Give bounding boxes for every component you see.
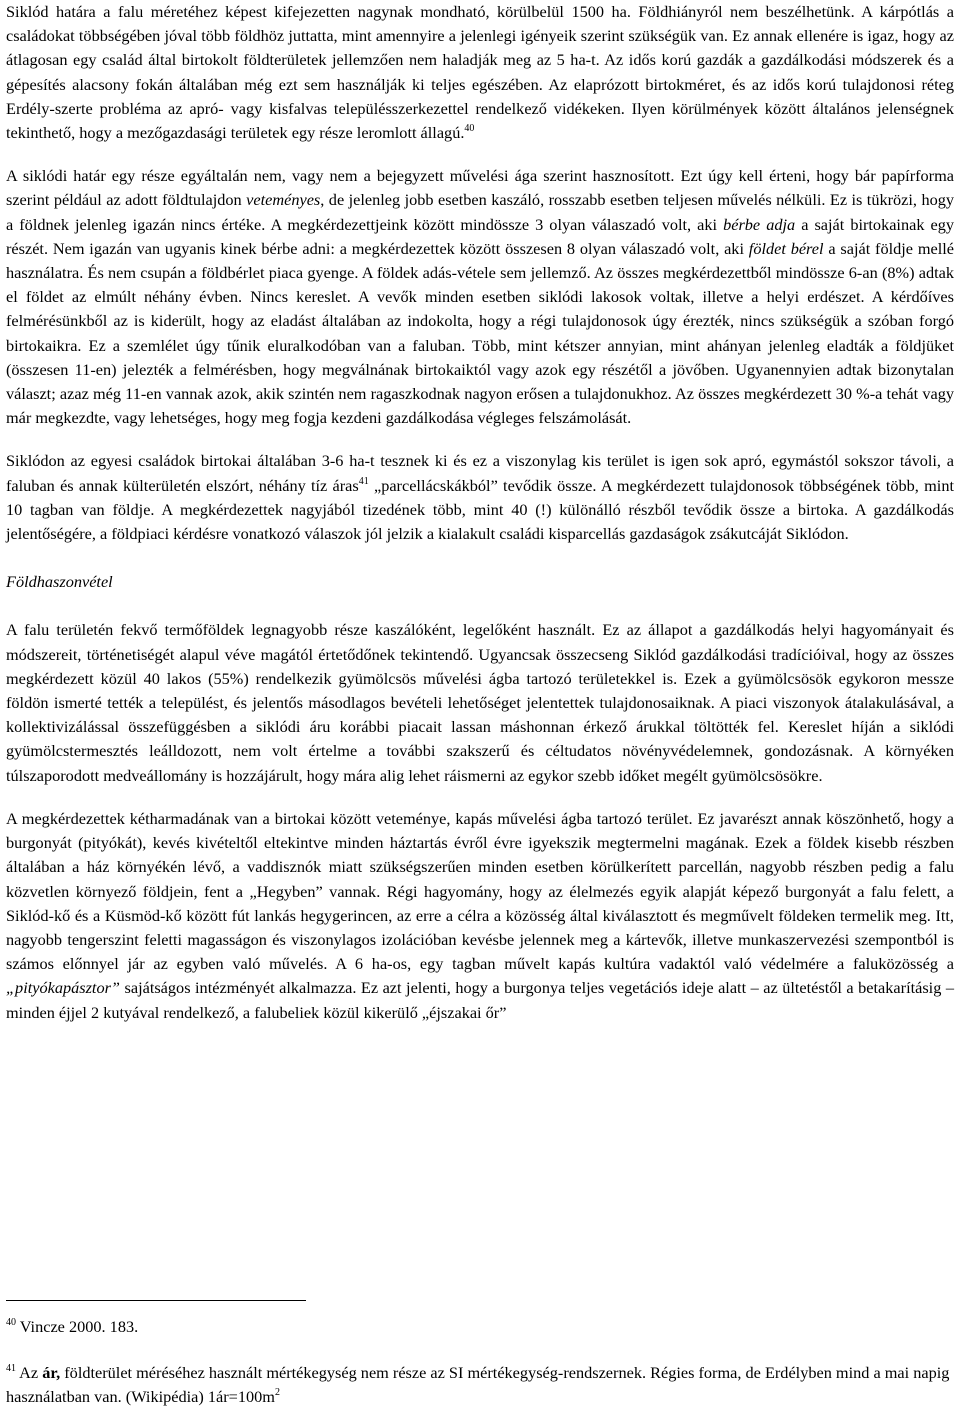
paragraph-text: sajátságos intézményét alkalmazza. Ez azt jelenti, hogy a burgonya teljes vegetációs ideje alatt – az ültetéstől a betakarításig – minden éjjel 2 kutyával rendelkező, a falubeliek közül kikerülő „éjszakai őr” <box>6 978 954 1022</box>
paragraph-text: Siklódon az egyesi családok birtokai általában 3-6 ha-t tesznek ki és ez a viszonylag kis terület is igen sok apró, egymástól sokszor távoli, a faluban és annak külterületén elszórt, néhány tíz áras <box>6 451 954 495</box>
paragraph-text: a saját földje mellé használatra. És nem csupán a földbérlet piaca gyenge. A földek adás-vétele sem jellemző. Az összes megkérdezettből mindössze 6-an (8%) adtak el földet az elmúlt néhány évben. Nincs kereslet. A vevők minden esetben siklódi lakosok voltak, illetve a helyi erdészet. A kérdőíves felmérésünkből az is kiderült, hogy az eladást általában az indokolta, hogy a régi tulajdonosok úgy érezték, nincs szükségük a szóban forgó birtokaikra. Ez a szemlélet úgy tűnik eluralkodóban van a faluban. Több, mint kétszer annyian, mint ahányan jelenleg eladták a földjüket (összesen 11-en) jelezték a felmérésben, hogy megválnának birtokaiktól vagy azok egy részétől a jövőben. Ugyanennyien adtak bizonytalan választ; azaz még 11-en vannak azok, akik szintén nem ragaszkodnak nagyon erősen a tulajdonukhoz. Az összes megkérdezett 30 %-a tehát vagy már megkezdte, vagy lehetséges, hogy meg fogja kezdeni gazdálkodása végleges felszámolását. <box>6 238 955 428</box>
paragraph-orchards: A falu területén fekvő termőföldek legnagyobb része kaszálóként, legelőként használt. Ez az állapot a gazdálkodás helyi hagyományait és módszereit, történetiségét alapul véve magától értetődőnek tekintendő. Ugyancsak összecseng Siklód gazdálkodási tradícióival, hogy az összes megkérdezett közül 40 lakos (55%) rendelkezik gyümölcsös művelési ágba tartozó területekkel is. Ezek a gyümölcsösök egykoron messze földön ismerté tették a települést, és jelentős másodlagos bevételi lehetőséget jelentettek tulajdonosaiknak. A piaci viszonyok átalakulásával, a kollektivizálással összefüggésben a siklódi áru korábbi piacait lassan máshonnan érkező árukkal töltötték fel. Kereslet híján a siklódi gyümölcstermesztés leálldozott, nem volt értelme a további szakszerű és céltudatos növényvédelemnek, gondozásnak. A környéken túlszaporodott medveállomány is hozzájárult, hogy mára alig lehet ráismerni az egykor szebb időket megélt gyümölcsösökre. <box>6 620 954 785</box>
footnote-40 <box>6 1315 954 1339</box>
footnote-text: Az <box>16 1363 43 1382</box>
footnote-41 <box>6 1361 954 1409</box>
emphasis-pityokapasztor: „pityókapásztor” <box>6 978 120 998</box>
paragraph-text: , de jelenleg jobb esetben kaszáló, rosszabb esetben teljesen művelés nélküli. Ez is tükrözi, hogy a földnek jelenleg igazán nincs értéke. A megkérdezettjeink között mindössze 3 olyan válaszadó volt, aki <box>6 190 955 234</box>
paragraph-potatoes <box>6 807 954 1025</box>
footnote-text: földterület méréséhez használt mértékegység nem része az SI mértékegység-rendszernek. Régies forma, de Erdélyben mind a mai napig használatban van. (Wikipédia) 1ár=100m <box>6 1363 950 1406</box>
paragraph-text: Siklód határa a falu méretéhez képest kifejezetten nagynak mondható, körülbelül 1500 ha. Földhiányról nem beszélhetünk. A kárpótlás a családokat többségében jóval több földhöz juttatta, mint amennyire a jelenlegi igényeik szerint szükségük van. Ez annak ellenére is igaz, hogy az átlagosan egy család által birtokolt földterületek jellemzően nem haladják meg az 5 ha-t. Az idős korú gazdák a gazdálkodási módszerek és a gépesítés alacsony fokán általában még ezt sem használják ki teljes egészében. Az elaprózott birtokméret, és az idős korú tulajdonosi réteg Erdély-szerte probléma az apró- vagy kisfalvas településszerkezettel rendelkező vidékeken. Ilyen körülmények között általános jelenségnek tekinthető, hogy a mezőgazdasági területek egy része leromlott állagú. <box>6 2 954 143</box>
emphasis-foldet-berel: földet bérel <box>748 238 824 258</box>
paragraph-land-use <box>6 164 954 430</box>
footnote-text: Vincze 2000. 183. <box>16 1317 139 1336</box>
footnote-ref-41[interactable]: 41 <box>358 475 369 487</box>
footnote-number: 40 <box>6 1317 16 1328</box>
paragraph-plot-size <box>6 449 954 546</box>
footnotes-section <box>6 1300 954 1409</box>
paragraph-land-size <box>6 0 954 145</box>
superscript-two: 2 <box>274 1387 280 1398</box>
paragraph-text: a saját birtokainak egy részét. Nem igazán van ugyanis kinek bérbe adni: a megkérdezettek között összesen 8 olyan válaszadó volt, aki <box>6 214 955 258</box>
footnote-bold-term: ár, <box>42 1363 61 1382</box>
footnote-number: 41 <box>6 1363 16 1374</box>
footnote-divider <box>6 1300 306 1301</box>
footnote-ref-40[interactable]: 40 <box>464 123 475 135</box>
section-heading: Földhaszonvétel <box>6 572 113 592</box>
paragraph-text: „parcellácskákból” tevődik össze. A megkérdezett tulajdonosok többségének több, mint 10 tagban van földje. A megkérdezettek nagyjából tizedének több, mint 40 (!) különálló részből tevődik össze a birtoka. A gazdálkodás jelentőségére, a földpiaci kérdésre vonatkozó válaszok jól jelzik a kialakult családi kisparcellás gazdaságok zsákutcáját Siklódon. <box>6 475 954 544</box>
emphasis-berbe-adja: bérbe adja <box>723 214 796 234</box>
emphasis-vetemenyes: veteményes <box>246 190 321 210</box>
document-page <box>6 0 954 1025</box>
paragraph-text: A siklódi határ egy része egyáltalán nem, vagy nem a bejegyzett művelési ága szerint hasznosított. Ezt úgy kell érteni, hogy bár papírforma szerint például az adott földtulajdon <box>6 166 954 210</box>
paragraph-text: A megkérdezettek kétharmadának van a birtokai között veteménye, kapás művelési ágba tartozó terület. Ez javarészt annak köszönhető, hogy a burgonyát (pityókát), kevés kivételtől eltekintve minden háztartás évről évre igyekszik megtermelni magának. Ezek a földek kisebb részben általában a ház környékén lévő, a vaddisznók miatt szükségszerűen minden esetben körülkerített parcellán, nagyobb részben pedig a falu közvetlen környező földjein, fent a „Hegyben” vannak. Régi hagyomány, hogy az élelmezés egyik alapját képező burgonyát a falu felett, a Siklód-kő és a Küsmöd-kő között fút lankás hegygerincen, az erre a célra a közösség által kiválasztott és megművelt földeken termelik meg. Itt, nagyobb tengerszint feletti magasságon és viszonylagos izolációban kevésbe jelennek meg a kártevők, illetve munkaszervezési szempontból is számos előnnyel jár az egyben való művelés. A 6 ha-os, egy tagban művelt kapás kultúra vadaktól való védelmére a faluközösség a <box>6 808 954 974</box>
